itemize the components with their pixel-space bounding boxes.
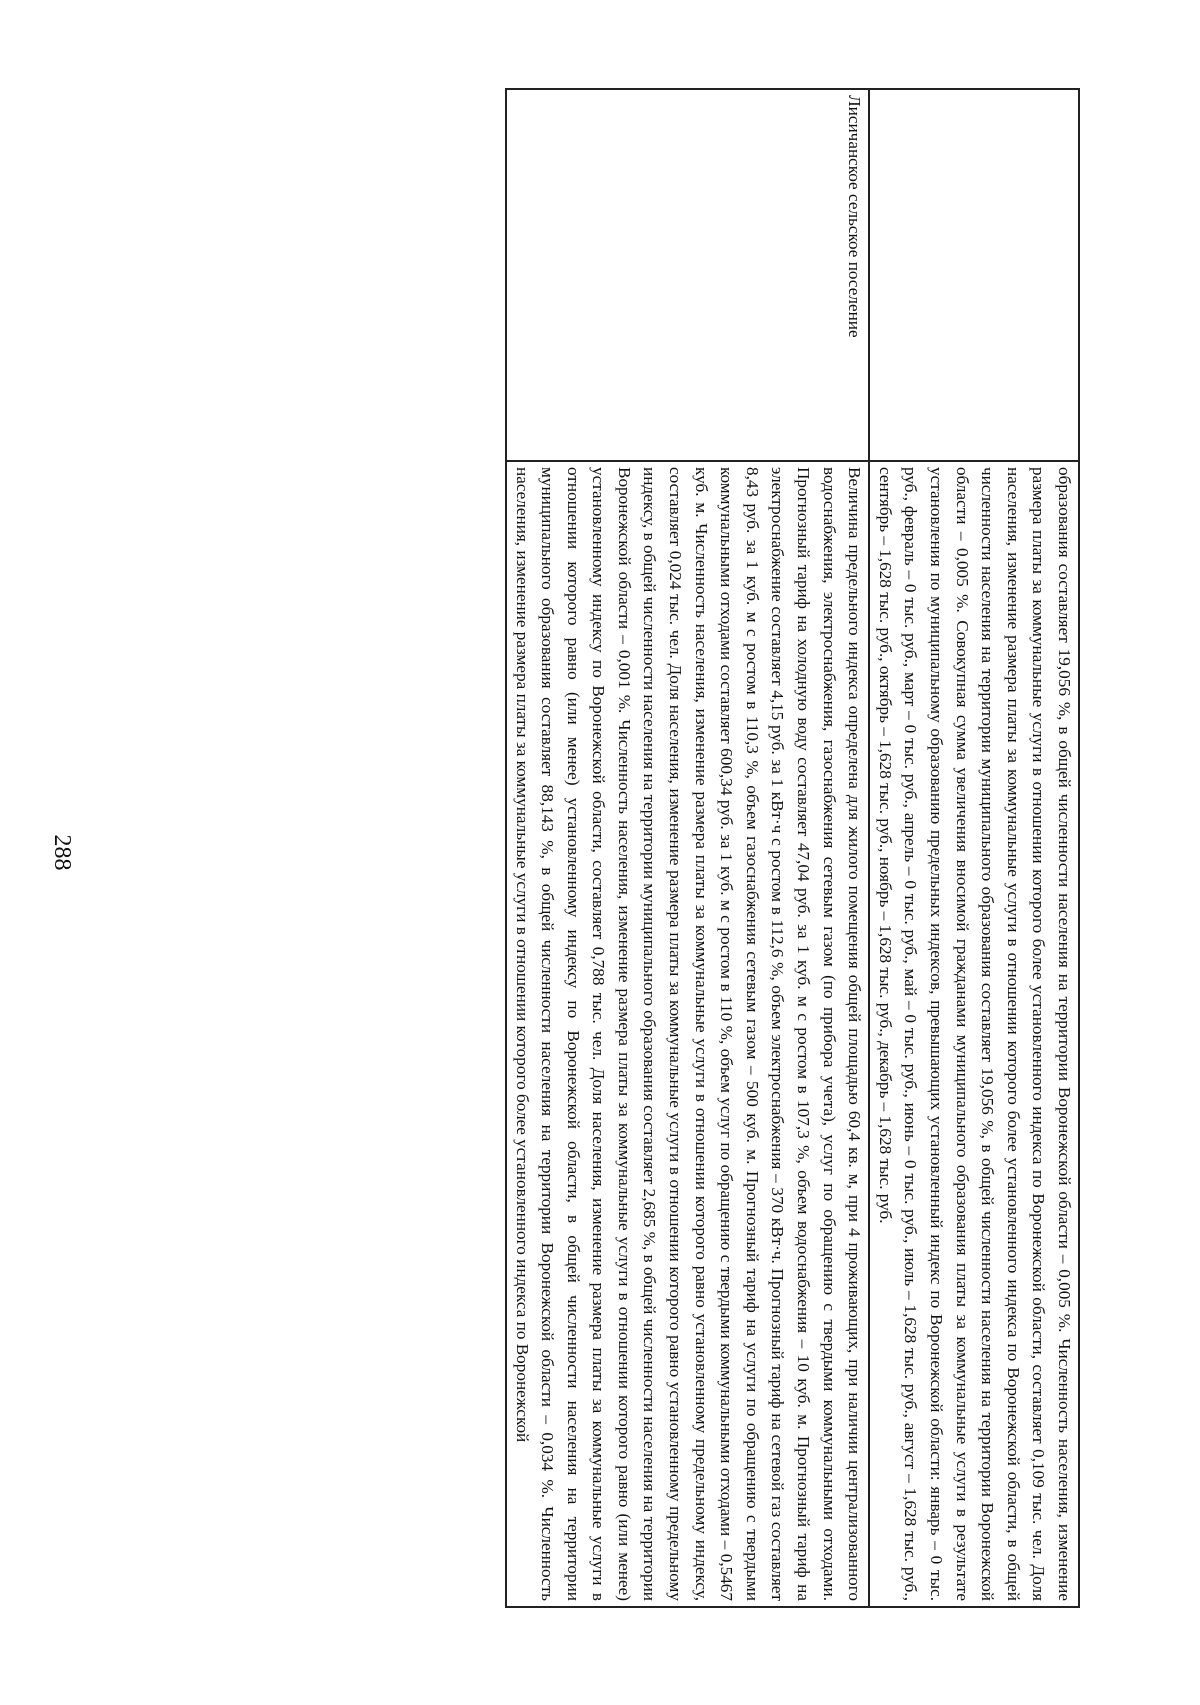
municipality-name-cell: Лисичанское сельское поселение [506, 89, 869, 461]
description-cell: образования составляет 19,056 %, в общей численности населения на территории Воронежской области – 0,005 %. Численность населения, изменение размера платы за коммунальные услуги в отношении которого более установленного индекса по Воронежской области, составляет 0,109 тыс. чел. Доля населения, изменение размера платы за коммунальные услуги в отношении которого более установленного индекса по Воронежской области, в общей численности населения на территории муниципального образования составляет 19,056 %, в общей численности населения на территории Воронежской области – 0,005 %. Совокупная сумма увеличения вносимой гражданами муниципального образования платы за коммунальные услуги в результате установления по муниципальному образованию предельных индексов, превышающих установленный индекс по Воронежской области: январь – 0 тыс. руб., февраль – 0 тыс. руб., март – 0 тыс. руб., апрель – 0 тыс. руб., май – 0 тыс. руб., июнь – 0 тыс. руб., июль – 1,628 тыс. руб., август – 1,628 тыс. руб., сентябрь – 1,628 тыс. руб., октябрь – 1,628 тыс. руб., ноябрь – 1,628 тыс. руб., декабрь – 1,628 тыс. руб. [869, 461, 1079, 1607]
table-row [869, 89, 1079, 1607]
municipal-index-table [505, 88, 1080, 1608]
description-cell: Величина предельного индекса определена для жилого помещения общей площадью 60,4 кв. м, при 4 проживающих, при наличии централизованного водоснабжения, электроснабжения, газоснабжения сетевым газом (по прибора учета), услуг по обращению с твердыми коммунальными отходами. Прогнозный тариф на холодную воду составляет 47,04 руб. за 1 куб. м с ростом в 107,3 %, объем водоснабжения – 10 куб. м. Прогнозный тариф на электроснабжение составляет 4,15 руб. за 1 кВт·ч с ростом в 112,6 %, объем электроснабжения – 370 кВт·ч. Прогнозный тариф на сетевой газ составляет 8,43 руб. за 1 куб. м с ростом в 110,3 %, объем газоснабжения сетевым газом – 500 куб. м. Прогнозный тариф на услуги по обращению с твердыми коммунальными отходами составляет 600,34 руб. за 1 куб. м с ростом в 110 %, объем услуг по обращению с твердыми коммунальными отходами – 0,5467 куб. м. Численность населения, изменение размера платы за коммунальные услуги в отношении которого равно установленному предельному индексу, составляет 0,024 тыс. чел. Доля населения, изменение размера платы за коммунальные услуги в отношении которого равно установленному предельному индексу, в общей численности населения на территории муниципального образования составляет 2,685 %, в общей численности населения на территории Воронежской области – 0,001 %. Численность населения, изменение размера платы за коммунальные услуги в отношении которого равно (или менее) установленному индексу по Воронежской области, составляет 0,788 тыс. чел. Доля населения, изменение размера платы за коммунальные услуги в отношении которого равно (или менее) установленному индексу по Воронежской области, в общей численности населения на территории муниципального образования составляет 88,143 %, в общей численности населения на территории Воронежской области – 0,034 %. Численность населения, изменение размера платы за коммунальные услуги в отношении которого более установленного индекса по Воронежской [506, 461, 869, 1607]
table-row [506, 89, 869, 1607]
page-number: 288 [49, 834, 75, 871]
municipality-name-cell [869, 89, 1079, 461]
